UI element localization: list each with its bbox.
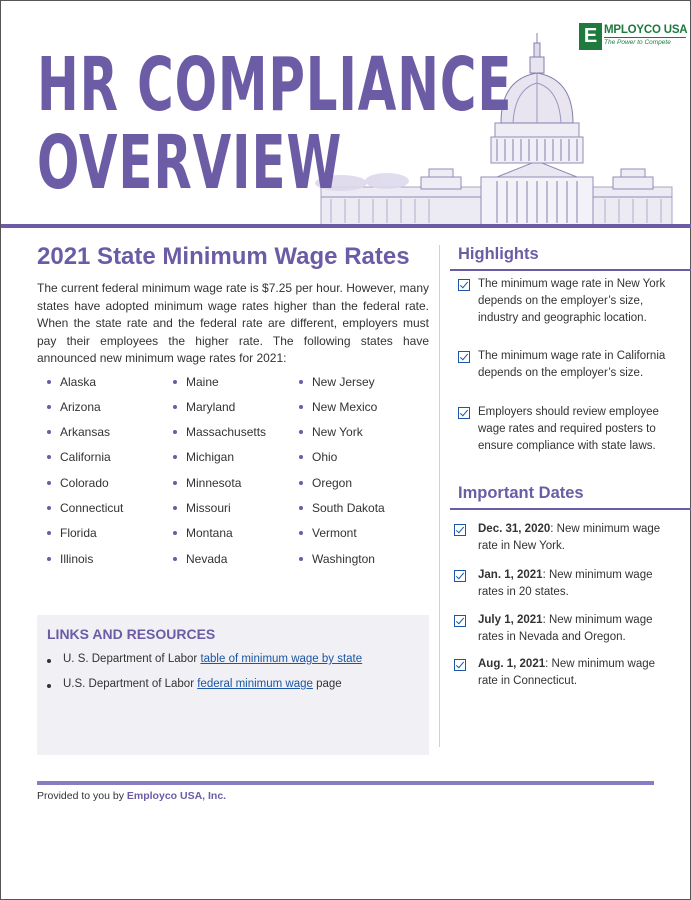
state-item: Connecticut [47, 499, 123, 517]
date-label: Dec. 31, 2020 [478, 523, 551, 535]
checkbox-icon [454, 570, 466, 582]
footer-company: Employco USA, Inc. [126, 790, 227, 802]
state-item: Ohio [299, 448, 337, 466]
date-label: Aug. 1, 2021 [478, 658, 546, 670]
state-item: Michigan [173, 448, 234, 466]
state-item: New Jersey [299, 373, 375, 391]
state-item: Maine [173, 373, 219, 391]
checkbox-icon [458, 351, 470, 363]
resource-item [47, 653, 362, 665]
employco-logo [579, 23, 687, 51]
page-title-line-1: HR COMPLIANCE [37, 41, 513, 129]
page-header [1, 1, 691, 227]
state-item: Vermont [299, 524, 357, 542]
state-item: New York [299, 423, 363, 441]
state-item: California [47, 448, 111, 466]
logo-underline [604, 37, 686, 38]
state-item: Missouri [173, 499, 231, 517]
links-resources-box [37, 615, 429, 755]
footer-prefix: Provided to you by [37, 790, 127, 802]
highlight-text: Employers should review employee wage rates and required posters to ensure compliance with state laws. [478, 406, 659, 452]
highlight-text: The minimum wage rate in New York depends on the employer’s size, industry and geographic location. [478, 278, 666, 324]
date-description: : New minimum wage rates in 20 states. [478, 569, 653, 598]
minimum-wage-by-state-link[interactable]: table of minimum wage by state [200, 653, 363, 665]
date-text [478, 567, 678, 601]
page-title-line-2: OVERVIEW [37, 119, 343, 207]
state-item: Illinois [47, 550, 93, 568]
resource-item [47, 678, 342, 690]
federal-minimum-wage-link[interactable]: federal minimum wage [197, 678, 313, 690]
state-item: Alaska [47, 373, 96, 391]
important-dates-title: Important Dates [458, 484, 584, 502]
date-label: July 1, 2021 [478, 614, 543, 626]
checkbox-icon [454, 524, 466, 536]
date-text [478, 612, 678, 646]
highlight-text: The minimum wage rate in California depends on the employer’s size. [478, 350, 666, 379]
header-divider [1, 224, 691, 228]
footer-divider [37, 781, 654, 785]
date-text [478, 656, 678, 690]
state-item: Maryland [173, 398, 235, 416]
date-description: : New minimum wage rate in New York. [478, 523, 661, 552]
checkbox-icon [458, 279, 470, 291]
state-item: New Mexico [299, 398, 377, 416]
important-dates-header [450, 482, 691, 510]
state-item: Nevada [173, 550, 227, 568]
logo-tagline: The Power to Compete [604, 39, 671, 46]
date-text [478, 521, 678, 555]
sidebar-divider [439, 245, 440, 747]
checkbox-icon [454, 659, 466, 671]
date-description: : New minimum wage rate in Connecticut. [478, 658, 656, 687]
state-item: Arkansas [47, 423, 110, 441]
state-item: Massachusetts [173, 423, 266, 441]
resource-suffix: page [312, 678, 342, 690]
logo-wordmark: MPLOYCO USA [604, 24, 688, 36]
highlights-title: Highlights [458, 245, 539, 263]
state-item: Montana [173, 524, 233, 542]
state-item: Florida [47, 524, 97, 542]
checkbox-icon [458, 407, 470, 419]
section-title: 2021 State Minimum Wage Rates [37, 243, 410, 270]
state-item: Arizona [47, 398, 101, 416]
checkbox-icon [454, 615, 466, 627]
state-item: Oregon [299, 474, 352, 492]
date-description: : New minimum wage rates in Nevada and Oregon. [478, 614, 653, 643]
links-title: LINKS AND RESOURCES [47, 626, 216, 642]
logo-letter-box: E [579, 23, 602, 50]
state-list [47, 373, 429, 573]
date-label: Jan. 1, 2021 [478, 569, 543, 581]
state-item: Colorado [47, 474, 109, 492]
resource-prefix: U.S. Department of Labor [63, 678, 198, 690]
state-item: Minnesota [173, 474, 241, 492]
intro-paragraph: The current federal minimum wage rate is $7.25 per hour. However, many states have adopted minimum wage rates higher than the federal rate. When the state rate and the federal rate are different, employers must pay their employees the higher rate. The following states have announced new minimum wage rates for 2021: [37, 281, 429, 365]
resource-prefix: U. S. Department of Labor [63, 653, 201, 665]
state-item: Washington [299, 550, 375, 568]
state-item: South Dakota [299, 499, 385, 517]
highlights-header [450, 243, 691, 271]
footer-credit [37, 790, 226, 802]
